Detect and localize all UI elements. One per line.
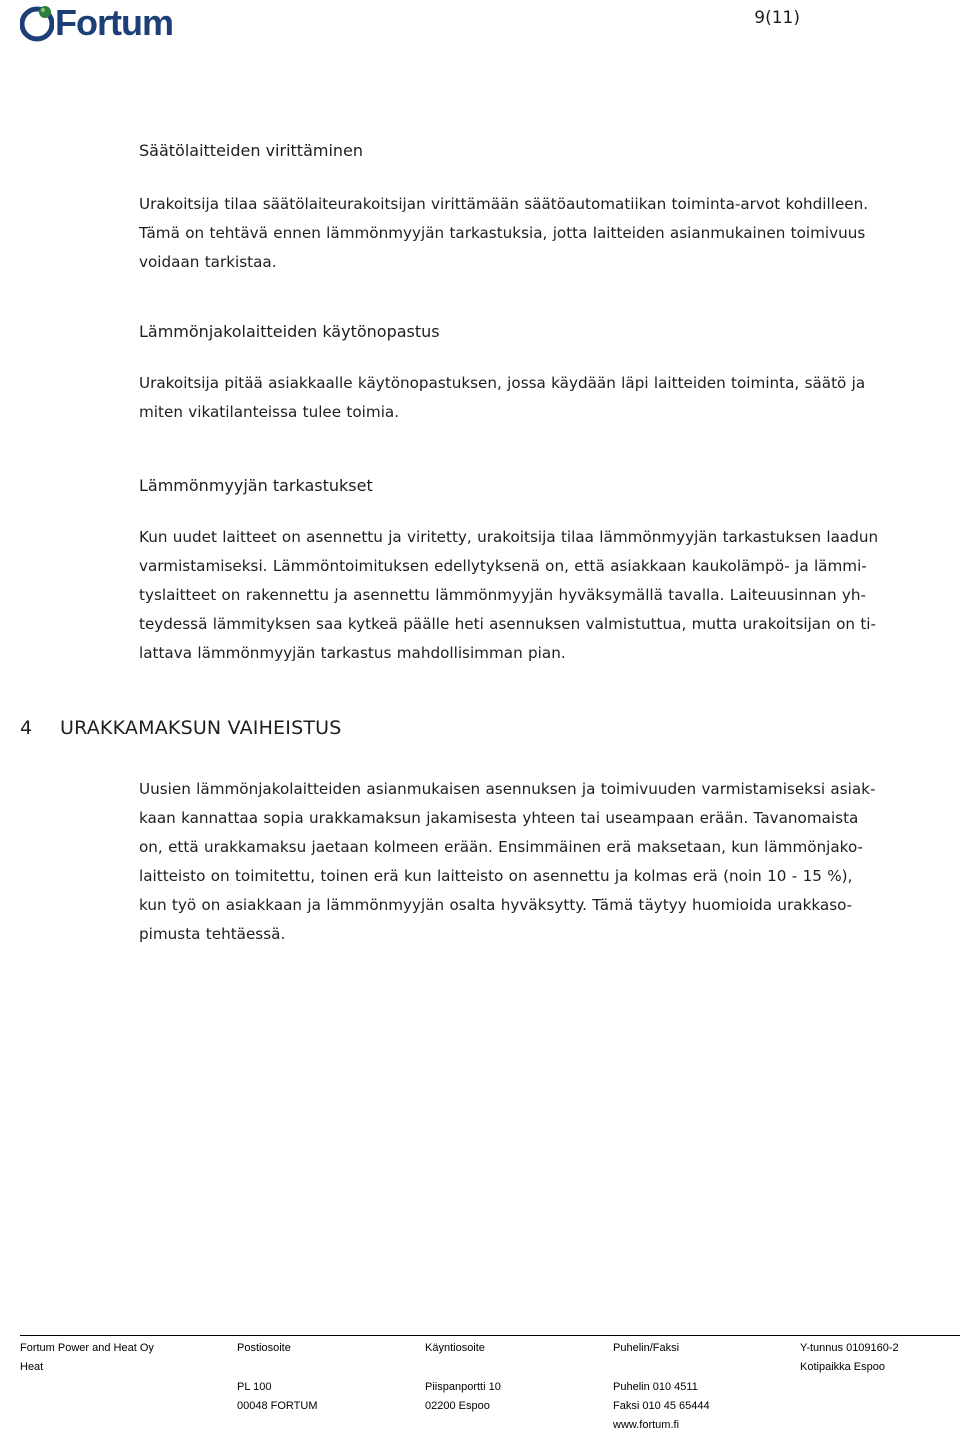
chapter-title: URAKKAMAKSUN VAIHEISTUS: [60, 717, 342, 739]
footer-label: Puhelin/Faksi: [613, 1342, 680, 1354]
body-line: Tämä on tehtävä ennen lämmönmyyjän tarkastuksia, jotta laitteiden asianmukainen toimivuus: [139, 224, 866, 242]
body-line: on, että urakkamaksu jaetaan kolmeen erään. Ensimmäinen erä maksetaan, kun lämmönjako-: [139, 838, 863, 856]
section-kaytonopastus: [139, 321, 914, 427]
body-line: kun työ on asiakkaan ja lämmönmyyjän osalta hyväksytty. Tämä täytyy huomioida urakkaso-: [139, 896, 853, 914]
section-tarkastukset: [139, 475, 914, 668]
section-title: Lämmönjakolaitteiden käytönopastus: [139, 322, 440, 341]
body-line: kaan kannattaa sopia urakkamaksun jakamisesta yhteen tai useampaan erään. Tavanomaista: [139, 809, 859, 827]
chapter-number: 4: [20, 717, 33, 739]
body-line: Urakoitsija pitää asiakkaalle käytönopastuksen, jossa käydään läpi laitteiden toiminta, säätö ja: [139, 374, 866, 392]
section-body: [139, 369, 914, 427]
footer-text: PL 100: [237, 1381, 272, 1393]
footer-text: Heat: [20, 1361, 44, 1373]
section-saatolaitteet: [139, 140, 914, 277]
footer: [0, 1342, 960, 1433]
footer-text: Y-tunnus 0109160-2: [800, 1342, 899, 1354]
fortum-logo: [20, 2, 173, 44]
footer-text: Puhelin 010 4511: [613, 1381, 698, 1393]
fortum-logo-mark-icon: [20, 3, 54, 43]
logo-text: Fortum: [55, 2, 173, 43]
body-line: Kun uudet laitteet on asennettu ja viritetty, urakoitsija tilaa lämmönmyyjän tarkastuksen laadun: [139, 528, 879, 546]
page-number: 9(11): [754, 8, 800, 28]
body-line: tyslaitteet on rakennettu ja asennettu lämmönmyyjän hyväksymällä tavalla. Laiteuusinnan yh-: [139, 586, 867, 604]
footer-text: Kotipaikka Espoo: [800, 1361, 885, 1373]
body-line: lattava lämmönmyyjän tarkastus mahdollisimman pian.: [139, 644, 566, 662]
body-line: pimusta tehtäessä.: [139, 925, 286, 943]
section-title: Lämmönmyyjän tarkastukset: [139, 476, 373, 495]
footer-text: 02200 Espoo: [425, 1400, 490, 1412]
section-title: Säätölaitteiden virittäminen: [139, 141, 364, 160]
body-line: teydessä lämmityksen saa kytkeä päälle heti asennuksen valmistuttua, mutta urakoitsijan on ti-: [139, 615, 876, 633]
footer-website-link[interactable]: www.fortum.fi: [613, 1419, 680, 1431]
section-body: [139, 523, 914, 668]
chapter-heading: [20, 714, 342, 742]
body-line: miten vikatilanteissa tulee toimia.: [139, 403, 400, 421]
body-line: Uusien lämmönjakolaitteiden asianmukaisen asennuksen ja toimivuuden varmistamiseksi asiak-: [139, 780, 876, 798]
body-line: Urakoitsija tilaa säätölaiteurakoitsijan virittämään säätöautomatiikan toiminta-arvot kohdilleen.: [139, 195, 869, 213]
footer-text: Faksi 010 45 65444: [613, 1400, 710, 1412]
section-body: [139, 190, 914, 277]
footer-text: 00048 FORTUM: [237, 1400, 318, 1412]
footer-text: Piispanportti 10: [425, 1381, 501, 1393]
body-line: voidaan tarkistaa.: [139, 253, 277, 271]
footer-text: Fortum Power and Heat Oy: [20, 1342, 154, 1354]
body-line: varmistamiseksi. Lämmöntoimituksen edellytyksenä on, että asiakkaan kaukolämpö- ja lämmi-: [139, 557, 867, 575]
section-body: [139, 775, 914, 949]
footer-label: Postiosoite: [237, 1342, 291, 1354]
chapter-body: [139, 775, 914, 949]
body-line: laitteisto on toimitettu, toinen erä kun laitteisto on asennettu ja kolmas erä (noin 10 - 15 %),: [139, 867, 853, 885]
footer-divider: [20, 1335, 960, 1336]
footer-label: Käyntiosoite: [425, 1342, 485, 1354]
